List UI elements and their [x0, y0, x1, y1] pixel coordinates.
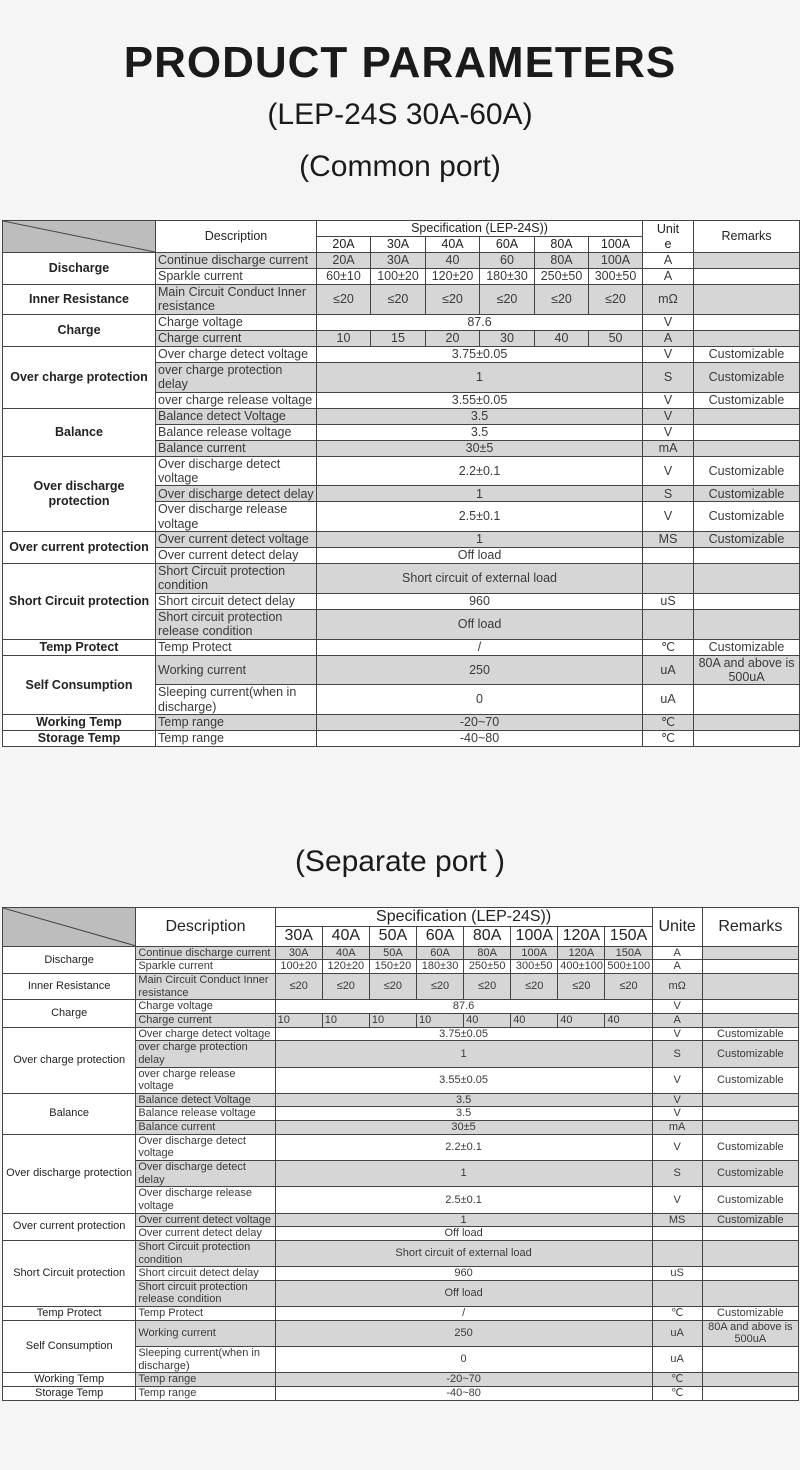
value-cell: ≤20 — [416, 974, 463, 1000]
section-self-consumption: Self Consumption — [3, 1320, 136, 1373]
unit-cell: uA — [643, 685, 694, 715]
remark-cell — [702, 1013, 798, 1027]
value-cell: 250±50 — [535, 269, 589, 285]
value-cell: 80A — [535, 253, 589, 269]
unit-cell: ℃ — [643, 731, 694, 747]
model-header: 40A — [426, 237, 480, 253]
param-label: over charge protection delay — [156, 362, 317, 392]
value-cell: 87.6 — [275, 1000, 652, 1014]
section-discharge: Discharge — [3, 946, 136, 973]
value-cell: 100±20 — [275, 960, 322, 974]
value-cell: 120A — [558, 946, 605, 960]
remark-cell — [702, 1280, 798, 1306]
value-cell: ≤20 — [317, 285, 371, 315]
param-label: Balance detect Voltage — [156, 408, 317, 424]
unit-cell — [643, 548, 694, 564]
param-label: over charge release voltage — [156, 392, 317, 408]
unit-cell: V — [643, 408, 694, 424]
remark-cell — [702, 946, 798, 960]
value-cell: 40 — [426, 253, 480, 269]
value-cell: 3.55±0.05 — [317, 392, 643, 408]
unit-cell: V — [643, 392, 694, 408]
remark-cell — [694, 593, 800, 609]
value-cell: / — [275, 1307, 652, 1321]
value-cell: ≤20 — [480, 285, 535, 315]
section-over-charge-protection: Over charge protection — [3, 1027, 136, 1093]
remarks-header: Remarks — [702, 908, 798, 947]
param-label: Main Circuit Conduct Inner resistance — [156, 285, 317, 315]
remark-cell — [702, 1000, 798, 1014]
param-label: Balance detect Voltage — [136, 1093, 275, 1107]
value-cell: 60 — [480, 253, 535, 269]
param-label: Charge voltage — [156, 314, 317, 330]
section-inner-resistance: Inner Resistance — [3, 285, 156, 315]
remark-cell — [702, 1107, 798, 1121]
model-header: 60A — [480, 237, 535, 253]
value-cell: 0 — [317, 685, 643, 715]
remark-cell — [694, 685, 800, 715]
param-label: Short circuit detect delay — [156, 593, 317, 609]
remark-cell — [694, 269, 800, 285]
unit-cell: V — [643, 502, 694, 532]
section-temp-protect: Temp Protect — [3, 639, 156, 655]
section-over-current-protection: Over current protection — [3, 532, 156, 564]
remark-cell — [694, 440, 800, 456]
param-label: Charge current — [156, 330, 317, 346]
model-header: 30A — [371, 237, 426, 253]
param-label: Balance current — [136, 1121, 275, 1135]
param-label: Over current detect voltage — [136, 1213, 275, 1227]
remark-cell: 80A and above is 500uA — [694, 655, 800, 685]
remark-cell — [702, 1386, 798, 1400]
remark-cell: Customizable — [702, 1134, 798, 1160]
value-cell: ≤20 — [275, 974, 322, 1000]
param-label: Continue discharge current — [156, 253, 317, 269]
unit-cell: mΩ — [643, 285, 694, 315]
param-label: Short circuit detect delay — [136, 1267, 275, 1281]
remark-cell — [694, 731, 800, 747]
model-header: 60A — [416, 927, 463, 946]
value-cell: -40~80 — [317, 731, 643, 747]
value-cell: Off load — [275, 1280, 652, 1306]
param-label: Over charge detect voltage — [156, 346, 317, 362]
unit-cell: ℃ — [643, 715, 694, 731]
param-label: Temp range — [156, 715, 317, 731]
value-cell: ≤20 — [589, 285, 643, 315]
remark-cell — [694, 609, 800, 639]
value-cell: 30±5 — [317, 440, 643, 456]
value-cell: 3.5 — [317, 424, 643, 440]
param-label: Working current — [136, 1320, 275, 1346]
value-cell: 1 — [275, 1041, 652, 1067]
unit-cell — [652, 1227, 702, 1241]
value-cell: 30 — [480, 330, 535, 346]
value-cell: ≤20 — [426, 285, 480, 315]
value-cell: Off load — [317, 548, 643, 564]
value-cell: 1 — [275, 1161, 652, 1187]
unit-cell: A — [652, 960, 702, 974]
section-charge: Charge — [3, 314, 156, 346]
value-cell: -20~70 — [275, 1373, 652, 1387]
unit-cell: A — [643, 330, 694, 346]
unit-cell: S — [652, 1161, 702, 1187]
value-cell: 960 — [317, 593, 643, 609]
value-cell: 40 — [605, 1013, 652, 1027]
param-label: Sleeping current(when in discharge) — [136, 1347, 275, 1373]
param-label: Over current detect voltage — [156, 532, 317, 548]
value-cell: Short circuit of external load — [275, 1240, 652, 1266]
remark-cell: Customizable — [702, 1041, 798, 1067]
unit-header: Unite — [652, 908, 702, 947]
corner-diagonal-cell — [3, 908, 136, 947]
remark-cell: Customizable — [694, 532, 800, 548]
value-cell: -40~80 — [275, 1386, 652, 1400]
value-cell: 180±30 — [480, 269, 535, 285]
value-cell: ≤20 — [558, 974, 605, 1000]
value-cell: 20A — [317, 253, 371, 269]
unit-cell: uA — [643, 655, 694, 685]
param-label: Over discharge detect delay — [136, 1161, 275, 1187]
remark-cell — [694, 548, 800, 564]
unit-cell: V — [643, 456, 694, 486]
unit-cell: A — [652, 946, 702, 960]
unit-header: Unit e — [643, 221, 694, 253]
remark-cell — [694, 314, 800, 330]
remark-cell — [694, 408, 800, 424]
description-header: Description — [156, 221, 317, 253]
unit-cell — [643, 564, 694, 594]
value-cell: 300±50 — [511, 960, 558, 974]
unit-cell: mA — [652, 1121, 702, 1135]
section-working-temp: Working Temp — [3, 1373, 136, 1387]
model-header: 100A — [589, 237, 643, 253]
model-header: 80A — [464, 927, 511, 946]
value-cell: 60±10 — [317, 269, 371, 285]
remark-cell — [702, 1373, 798, 1387]
unit-cell: V — [652, 1187, 702, 1213]
remark-cell — [702, 1227, 798, 1241]
unit-cell: S — [652, 1041, 702, 1067]
param-label: Short Circuit protection condition — [136, 1240, 275, 1266]
remark-cell — [702, 1240, 798, 1266]
section-inner-resistance: Inner Resistance — [3, 974, 136, 1000]
unit-cell: mA — [643, 440, 694, 456]
param-label: Over current detect delay — [136, 1227, 275, 1241]
param-label: Over discharge detect delay — [156, 486, 317, 502]
section-balance: Balance — [3, 408, 156, 456]
unit-cell: V — [652, 1093, 702, 1107]
value-cell: 40 — [464, 1013, 511, 1027]
remark-cell — [694, 424, 800, 440]
model-header: 50A — [369, 927, 416, 946]
value-cell: 30A — [275, 946, 322, 960]
value-cell: 10 — [416, 1013, 463, 1027]
model-header: 150A — [605, 927, 652, 946]
unit-cell — [652, 1240, 702, 1266]
param-label: Over current detect delay — [156, 548, 317, 564]
remark-cell: Customizable — [694, 456, 800, 486]
remark-cell: Customizable — [702, 1067, 798, 1093]
param-label: Balance release voltage — [136, 1107, 275, 1121]
unit-cell: A — [652, 1013, 702, 1027]
value-cell: 3.5 — [275, 1093, 652, 1107]
unit-cell: uA — [652, 1347, 702, 1373]
param-label: Over discharge release voltage — [156, 502, 317, 532]
remark-cell: Customizable — [694, 362, 800, 392]
value-cell: 500±100 — [605, 960, 652, 974]
value-cell: 10 — [275, 1013, 322, 1027]
value-cell: 1 — [275, 1213, 652, 1227]
value-cell: 10 — [369, 1013, 416, 1027]
remark-cell — [694, 285, 800, 315]
value-cell: 15 — [371, 330, 426, 346]
param-label: Short Circuit protection condition — [156, 564, 317, 594]
value-cell: ≤20 — [511, 974, 558, 1000]
model-header: 80A — [535, 237, 589, 253]
unit-cell: ℃ — [652, 1307, 702, 1321]
value-cell: 50 — [589, 330, 643, 346]
param-label: over charge release voltage — [136, 1067, 275, 1093]
unit-cell: ℃ — [652, 1386, 702, 1400]
value-cell: 3.5 — [275, 1107, 652, 1121]
unit-cell: V — [652, 1000, 702, 1014]
value-cell: 40A — [322, 946, 369, 960]
value-cell: 3.5 — [317, 408, 643, 424]
unit-cell: V — [652, 1067, 702, 1093]
section-short-circuit-protection: Short Circuit protection — [3, 564, 156, 640]
value-cell: 250 — [275, 1320, 652, 1346]
section-working-temp: Working Temp — [3, 715, 156, 731]
value-cell: 3.55±0.05 — [275, 1067, 652, 1093]
unit-cell: ℃ — [643, 639, 694, 655]
model-header: 30A — [275, 927, 322, 946]
remark-cell — [702, 1093, 798, 1107]
remark-cell: Customizable — [694, 392, 800, 408]
value-cell: 3.75±0.05 — [317, 346, 643, 362]
separate-port-heading: (Separate port ) — [294, 845, 506, 878]
remark-cell — [702, 1267, 798, 1281]
param-label: Over discharge release voltage — [136, 1187, 275, 1213]
section-temp-protect: Temp Protect — [3, 1307, 136, 1321]
unit-cell: V — [643, 424, 694, 440]
corner-diagonal-cell — [3, 221, 156, 253]
common-port-table — [2, 220, 800, 747]
unit-cell: V — [652, 1027, 702, 1041]
value-cell: 400±100 — [558, 960, 605, 974]
value-cell: 100±20 — [371, 269, 426, 285]
model-header: 40A — [322, 927, 369, 946]
remark-cell — [702, 1347, 798, 1373]
remark-cell — [694, 253, 800, 269]
section-balance: Balance — [3, 1093, 136, 1134]
value-cell: 30A — [371, 253, 426, 269]
value-cell: 180±30 — [416, 960, 463, 974]
unit-cell: MS — [643, 532, 694, 548]
model-subtitle: (LEP-24S 30A-60A) — [267, 98, 533, 131]
value-cell: / — [317, 639, 643, 655]
value-cell: 2.2±0.1 — [275, 1134, 652, 1160]
unit-cell — [643, 609, 694, 639]
value-cell: 150A — [605, 946, 652, 960]
value-cell: 150±20 — [369, 960, 416, 974]
param-label: Working current — [156, 655, 317, 685]
unit-cell — [652, 1280, 702, 1306]
remark-cell — [702, 974, 798, 1000]
value-cell: Off load — [275, 1227, 652, 1241]
value-cell: 30±5 — [275, 1121, 652, 1135]
page-title: PRODUCT PARAMETERS — [123, 38, 677, 87]
param-label: Short circuit protection release condition — [136, 1280, 275, 1306]
param-label: Balance release voltage — [156, 424, 317, 440]
param-label: over charge protection delay — [136, 1041, 275, 1067]
value-cell: 40 — [558, 1013, 605, 1027]
unit-cell: A — [643, 253, 694, 269]
unit-cell: uA — [652, 1320, 702, 1346]
model-header: 120A — [558, 927, 605, 946]
unit-cell: MS — [652, 1213, 702, 1227]
value-cell: 40 — [511, 1013, 558, 1027]
value-cell: 3.75±0.05 — [275, 1027, 652, 1041]
remarks-header: Remarks — [694, 221, 800, 253]
value-cell: 120±20 — [426, 269, 480, 285]
value-cell: ≤20 — [369, 974, 416, 1000]
value-cell: ≤20 — [535, 285, 589, 315]
specification-header: Specification (LEP-24S)) — [317, 221, 643, 237]
value-cell: 300±50 — [589, 269, 643, 285]
value-cell: 10 — [317, 330, 371, 346]
param-label: Main Circuit Conduct Inner resistance — [136, 974, 275, 1000]
value-cell: 1 — [317, 362, 643, 392]
remark-cell — [702, 1121, 798, 1135]
value-cell: 40 — [535, 330, 589, 346]
unit-cell: V — [643, 346, 694, 362]
remark-cell: 80A and above is 500uA — [702, 1320, 798, 1346]
remark-cell: Customizable — [702, 1161, 798, 1187]
param-label: Charge voltage — [136, 1000, 275, 1014]
section-over-discharge-protection: Over discharge protection — [3, 1134, 136, 1213]
param-label: Sparkle current — [156, 269, 317, 285]
unit-cell: V — [652, 1107, 702, 1121]
unit-cell: uS — [643, 593, 694, 609]
value-cell: 1 — [317, 486, 643, 502]
remark-cell: Customizable — [694, 486, 800, 502]
unit-cell: ℃ — [652, 1373, 702, 1387]
remark-cell: Customizable — [702, 1187, 798, 1213]
value-cell: ≤20 — [322, 974, 369, 1000]
unit-cell: V — [652, 1134, 702, 1160]
common-port-heading: (Common port) — [299, 150, 501, 183]
value-cell: ≤20 — [605, 974, 652, 1000]
value-cell: 80A — [464, 946, 511, 960]
value-cell: ≤20 — [464, 974, 511, 1000]
section-self-consumption: Self Consumption — [3, 655, 156, 715]
remark-cell: Customizable — [694, 346, 800, 362]
unit-cell: S — [643, 486, 694, 502]
value-cell: 20 — [426, 330, 480, 346]
param-label: Sparkle current — [136, 960, 275, 974]
value-cell: 2.2±0.1 — [317, 456, 643, 486]
value-cell: 100A — [589, 253, 643, 269]
value-cell: 2.5±0.1 — [275, 1187, 652, 1213]
param-label: Over charge detect voltage — [136, 1027, 275, 1041]
remark-cell: Customizable — [702, 1027, 798, 1041]
remark-cell — [694, 330, 800, 346]
value-cell: 1 — [317, 532, 643, 548]
remark-cell: Customizable — [702, 1307, 798, 1321]
separate-port-table — [2, 907, 799, 1401]
param-label: Charge current — [136, 1013, 275, 1027]
unit-cell: uS — [652, 1267, 702, 1281]
remark-cell — [694, 564, 800, 594]
section-charge: Charge — [3, 1000, 136, 1027]
param-label: Short circuit protection release condition — [156, 609, 317, 639]
param-label: Temp range — [136, 1386, 275, 1400]
param-label: Temp range — [136, 1373, 275, 1387]
value-cell: 100A — [511, 946, 558, 960]
specification-header: Specification (LEP-24S)) — [275, 908, 652, 927]
value-cell: -20~70 — [317, 715, 643, 731]
param-label: Over discharge detect voltage — [156, 456, 317, 486]
remark-cell — [694, 715, 800, 731]
value-cell: 250 — [317, 655, 643, 685]
model-header: 20A — [317, 237, 371, 253]
value-cell: 120±20 — [322, 960, 369, 974]
value-cell: 250±50 — [464, 960, 511, 974]
value-cell: 10 — [322, 1013, 369, 1027]
section-over-discharge-protection: Over discharge protection — [3, 456, 156, 532]
value-cell: ≤20 — [371, 285, 426, 315]
section-discharge: Discharge — [3, 253, 156, 285]
value-cell: 60A — [416, 946, 463, 960]
value-cell: 0 — [275, 1347, 652, 1373]
value-cell: 2.5±0.1 — [317, 502, 643, 532]
section-short-circuit-protection: Short Circuit protection — [3, 1240, 136, 1306]
param-label: Temp range — [156, 731, 317, 747]
param-label: Balance current — [156, 440, 317, 456]
param-label: Continue discharge current — [136, 946, 275, 960]
description-header: Description — [136, 908, 275, 947]
remark-cell: Customizable — [702, 1213, 798, 1227]
unit-cell: A — [643, 269, 694, 285]
param-label: Sleeping current(when in discharge) — [156, 685, 317, 715]
model-header: 100A — [511, 927, 558, 946]
unit-cell: S — [643, 362, 694, 392]
remark-cell: Customizable — [694, 502, 800, 532]
param-label: Temp Protect — [136, 1307, 275, 1321]
param-label: Over discharge detect voltage — [136, 1134, 275, 1160]
value-cell: Off load — [317, 609, 643, 639]
param-label: Temp Protect — [156, 639, 317, 655]
unit-cell: V — [643, 314, 694, 330]
section-storage-temp: Storage Temp — [3, 1386, 136, 1400]
unit-cell: mΩ — [652, 974, 702, 1000]
section-over-charge-protection: Over charge protection — [3, 346, 156, 408]
value-cell: 960 — [275, 1267, 652, 1281]
value-cell: 50A — [369, 946, 416, 960]
value-cell: Short circuit of external load — [317, 564, 643, 594]
remark-cell — [702, 960, 798, 974]
section-storage-temp: Storage Temp — [3, 731, 156, 747]
remark-cell: Customizable — [694, 639, 800, 655]
section-over-current-protection: Over current protection — [3, 1213, 136, 1240]
value-cell: 87.6 — [317, 314, 643, 330]
